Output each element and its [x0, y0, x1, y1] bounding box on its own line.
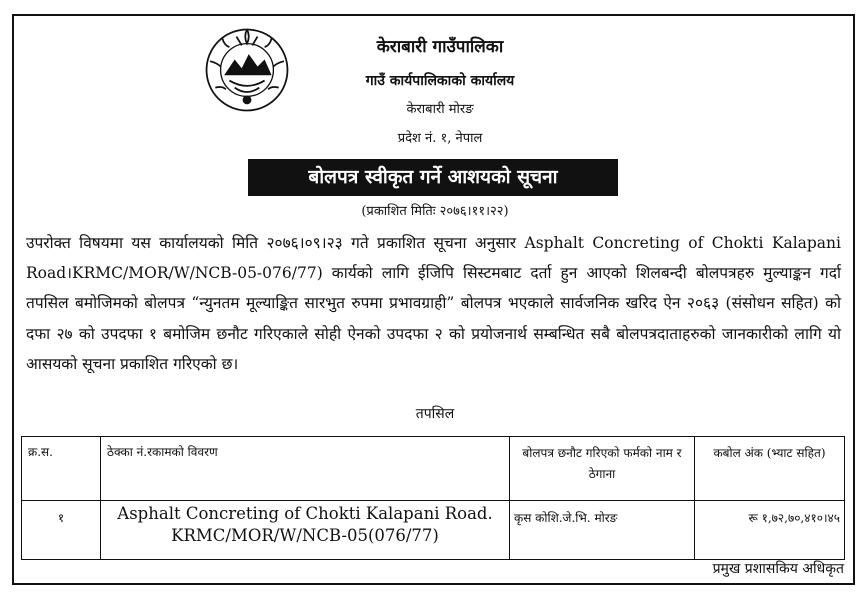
header-firm: बोलपत्र छनौट गरिएको फर्मको नाम र ठेगाना [510, 437, 695, 501]
municipality-name: केराबारी गाउँपालिका [376, 37, 504, 57]
row-firm: कृस कोशि.जे.भि. मोरङ [510, 501, 695, 560]
office-location: केराबारी मोरङ [406, 102, 474, 117]
province-name: प्रदेश नं. १, नेपाल [397, 131, 483, 146]
signatory-title: प्रमुख प्रशासकिय अधिकृत [712, 561, 844, 577]
published-date: (प्रकाशित मितिः २०७६।११।२२) [361, 204, 509, 219]
table-header-row [22, 437, 845, 501]
municipality-emblem-icon [203, 26, 291, 114]
notice-title: बोलपत्र स्वीकृत गर्ने आशयको सूचना [248, 159, 618, 196]
row-sn: १ [22, 501, 101, 560]
header-description: ठेक्का नं.रकामको विवरण [101, 437, 510, 501]
selected-bidder-table [21, 436, 845, 560]
table-row [22, 501, 845, 560]
row-description-line2: KRMC/MOR/W/NCB-05(076/77) [171, 526, 439, 545]
office-name: गाउँ कार्यपालिकाको कार्यालय [365, 73, 515, 89]
notice-paragraph: उपरोक्त विषयमा यस कार्यालयको मिति २०७६।०९।२३ गते प्रकाशित सूचना अनुसार Asphalt Concreting of Chokti Kalapani Road।KRMC/MOR/W/NCB-05-076/77) कार्यको लागि ईजिपि सिस्टमबाट दर्ता हुन आएको शिलबन्दी बोलपत्रहरु मुल्याङ्कन गर्दा तपसिल बमोजिमको बोलपत्र “न्युनतम मूल्याङ्कित सारभुत रुपमा प्रभावग्राही” बोलपत्र भएकाले सार्वजनिक खरिद ऐन २०६३ (संसोधन सहित) को दफा २७ को उपदफा १ बमोजिम छनौट गरिएकाले सोही ऐनको उपदफा २ को प्रयोजनार्थ सम्बन्धित सबै बोलपत्रदाताहरुको जानकारीको लागि यो आसयको सूचना प्रकाशित गरिएको छ। [26, 234, 841, 373]
row-amount: रू १,७२,७०,४१०।४५ [695, 501, 845, 560]
notice-body [26, 228, 841, 379]
row-description [101, 501, 510, 560]
details-label: तपसिल [415, 406, 455, 422]
header-amount: कबोल अंक (भ्याट सहित) [695, 437, 845, 501]
row-description-line1: Asphalt Concreting of Chokti Kalapani Road. [117, 504, 493, 523]
header-sn: क्र.स. [22, 437, 101, 501]
